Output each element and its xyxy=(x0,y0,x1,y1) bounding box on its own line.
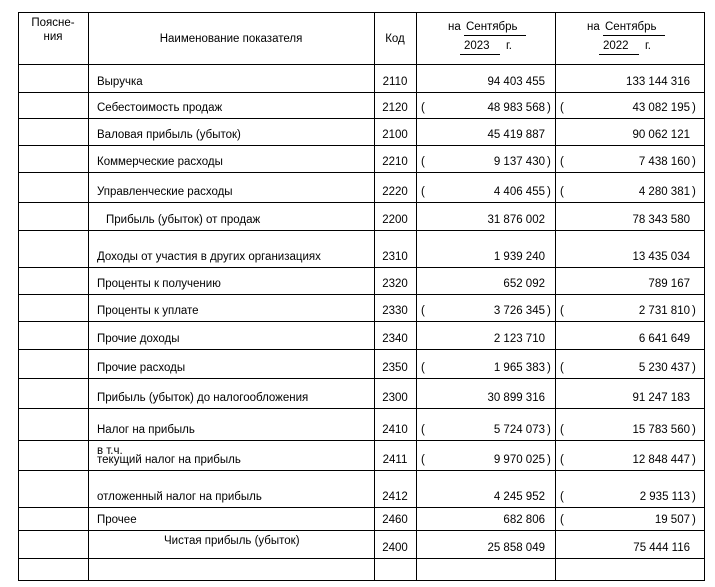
row-divider xyxy=(18,530,705,531)
row-divider xyxy=(18,267,705,268)
row-value-period-1: 4 406 455 xyxy=(493,186,545,198)
row-value-period-1: 94 403 455 xyxy=(487,76,545,88)
row-value-period-1: 45 419 887 xyxy=(487,129,545,141)
row-code: 2310 xyxy=(382,251,408,263)
open-bracket: ( xyxy=(560,156,564,168)
row-divider xyxy=(18,294,705,295)
row-code: 2411 xyxy=(382,454,408,466)
open-bracket: ( xyxy=(421,424,425,436)
row-value-period-1: 652 092 xyxy=(503,278,545,290)
close-bracket: ) xyxy=(547,305,551,317)
header-period-1-year: 2023 xyxy=(464,40,490,52)
row-value-period-1: 4 245 952 xyxy=(493,491,545,503)
row-name: Налог на прибыль xyxy=(97,424,195,436)
row-name: Себестоимость продаж xyxy=(97,102,223,114)
row-name: Прибыль (убыток) от продаж xyxy=(106,214,261,226)
close-bracket: ) xyxy=(547,156,551,168)
row-value-period-1: 31 876 002 xyxy=(487,214,545,226)
row-value-period-1: 2 123 710 xyxy=(493,333,545,345)
row-divider xyxy=(18,202,705,203)
row-code: 2110 xyxy=(382,76,408,88)
row-value-period-1: 682 806 xyxy=(503,514,545,526)
row-value-period-2: 12 848 447 xyxy=(632,454,690,466)
month-underline xyxy=(603,35,665,36)
open-bracket: ( xyxy=(421,362,425,374)
row-divider xyxy=(18,118,705,119)
row-divider xyxy=(18,440,705,441)
row-code: 2300 xyxy=(382,392,408,404)
row-value-period-1: 48 983 568 xyxy=(487,102,545,114)
open-bracket: ( xyxy=(421,186,425,198)
row-value-period-2: 90 062 121 xyxy=(632,129,690,141)
open-bracket: ( xyxy=(560,305,564,317)
open-bracket: ( xyxy=(560,186,564,198)
close-bracket: ) xyxy=(692,491,696,503)
row-value-period-1: 30 899 316 xyxy=(487,392,545,404)
open-bracket: ( xyxy=(421,156,425,168)
row-name: Коммерческие расходы xyxy=(97,156,223,168)
row-divider xyxy=(18,230,705,231)
row-value-period-2: 7 438 160 xyxy=(638,156,690,168)
row-value-period-2: 6 641 649 xyxy=(638,333,690,345)
row-divider xyxy=(18,507,705,508)
row-divider xyxy=(18,349,705,350)
open-bracket: ( xyxy=(421,454,425,466)
row-name: Прибыль (убыток) до налогообложения xyxy=(97,392,309,404)
row-code: 2200 xyxy=(382,214,408,226)
open-bracket: ( xyxy=(560,102,564,114)
row-value-period-1: 9 970 025 xyxy=(493,454,545,466)
header-notes: Поясне- ния xyxy=(31,17,75,43)
row-value-period-2: 15 783 560 xyxy=(632,424,690,436)
close-bracket: ) xyxy=(692,305,696,317)
row-value-period-2: 789 167 xyxy=(648,278,690,290)
row-name: Чистая прибыль (убыток) xyxy=(164,535,300,547)
row-name: Прочее xyxy=(97,514,137,526)
row-divider xyxy=(18,172,705,173)
close-bracket: ) xyxy=(547,424,551,436)
row-name: Проценты к уплате xyxy=(97,305,199,317)
row-value-period-2: 13 435 034 xyxy=(632,251,690,263)
row-name: отложенный налог на прибыль xyxy=(97,491,262,503)
close-bracket: ) xyxy=(547,102,551,114)
open-bracket: ( xyxy=(560,514,564,526)
header-period-2-suffix: г. xyxy=(645,40,651,52)
row-code: 2220 xyxy=(382,186,408,198)
row-divider xyxy=(18,145,705,146)
close-bracket: ) xyxy=(692,424,696,436)
close-bracket: ) xyxy=(547,186,551,198)
row-name: Управленческие расходы xyxy=(97,186,233,198)
row-name: Прочие доходы xyxy=(97,333,180,345)
row-code: 2320 xyxy=(382,278,408,290)
row-divider xyxy=(18,321,705,322)
row-divider xyxy=(18,408,705,409)
header-indicator-name: Наименование показателя xyxy=(159,33,303,45)
open-bracket: ( xyxy=(560,491,564,503)
row-value-period-2: 2 935 113 xyxy=(639,491,690,503)
row-name: Доходы от участия в других организациях xyxy=(97,251,321,263)
row-name: Выручка xyxy=(97,76,143,88)
row-value-period-1: 25 858 049 xyxy=(487,542,545,554)
close-bracket: ) xyxy=(692,156,696,168)
header-period-2-year: 2022 xyxy=(603,40,629,52)
row-value-period-2: 91 247 183 xyxy=(632,392,690,404)
close-bracket: ) xyxy=(692,186,696,198)
close-bracket: ) xyxy=(547,362,551,374)
row-value-period-1: 1 965 383 xyxy=(493,362,545,374)
row-value-period-2: 2 731 810 xyxy=(638,305,690,317)
row-value-period-1: 1 939 240 xyxy=(493,251,545,263)
row-value-period-1: 3 726 345 xyxy=(493,305,545,317)
row-divider xyxy=(18,558,705,559)
row-divider xyxy=(18,580,705,581)
row-divider xyxy=(18,470,705,471)
row-name: Валовая прибыль (убыток) xyxy=(97,129,241,141)
row-value-period-2: 75 444 116 xyxy=(633,542,690,554)
row-divider xyxy=(18,64,705,65)
row-divider xyxy=(18,12,705,13)
open-bracket: ( xyxy=(421,305,425,317)
close-bracket: ) xyxy=(692,102,696,114)
row-name-prefix: в т.ч. xyxy=(97,445,123,457)
row-value-period-2: 133 144 316 xyxy=(626,76,690,88)
row-value-period-2: 5 230 437 xyxy=(638,362,690,374)
header-code: Код xyxy=(385,33,405,45)
year-underline xyxy=(460,54,500,55)
row-name: Проценты к получению xyxy=(97,278,221,290)
row-code: 2210 xyxy=(382,156,408,168)
row-value-period-2: 43 082 195 xyxy=(632,102,690,114)
close-bracket: ) xyxy=(547,454,551,466)
header-period-1-prefix: на xyxy=(448,21,461,33)
row-code: 2400 xyxy=(382,542,408,554)
row-code: 2120 xyxy=(382,102,408,114)
row-divider xyxy=(18,378,705,379)
row-code: 2330 xyxy=(382,305,408,317)
header-period-2-month: Сентябрь xyxy=(605,21,657,33)
row-code: 2100 xyxy=(382,129,408,141)
open-bracket: ( xyxy=(560,454,564,466)
row-code: 2340 xyxy=(382,333,408,345)
open-bracket: ( xyxy=(421,102,425,114)
row-code: 2350 xyxy=(382,362,408,374)
row-divider xyxy=(18,92,705,93)
row-code: 2410 xyxy=(382,424,408,436)
row-code: 2460 xyxy=(382,514,408,526)
column-divider xyxy=(704,12,705,581)
row-code: 2412 xyxy=(382,491,408,503)
open-bracket: ( xyxy=(560,424,564,436)
row-name: Прочие расходы xyxy=(97,362,186,374)
row-name: текущий налог на прибыль xyxy=(97,454,241,466)
header-period-2-prefix: на xyxy=(587,21,600,33)
row-value-period-2: 19 507 xyxy=(654,514,690,526)
column-divider xyxy=(18,12,19,581)
close-bracket: ) xyxy=(692,454,696,466)
header-period-1-suffix: г. xyxy=(506,40,512,52)
header-period-1-month: Сентябрь xyxy=(466,21,518,33)
row-value-period-1: 5 724 073 xyxy=(493,424,545,436)
row-value-period-1: 9 137 430 xyxy=(493,156,545,168)
year-underline xyxy=(599,54,639,55)
column-divider xyxy=(88,12,89,581)
month-underline xyxy=(464,35,526,36)
row-value-period-2: 78 343 580 xyxy=(632,214,690,226)
close-bracket: ) xyxy=(692,514,696,526)
close-bracket: ) xyxy=(692,362,696,374)
open-bracket: ( xyxy=(560,362,564,374)
row-value-period-2: 4 280 381 xyxy=(638,186,690,198)
